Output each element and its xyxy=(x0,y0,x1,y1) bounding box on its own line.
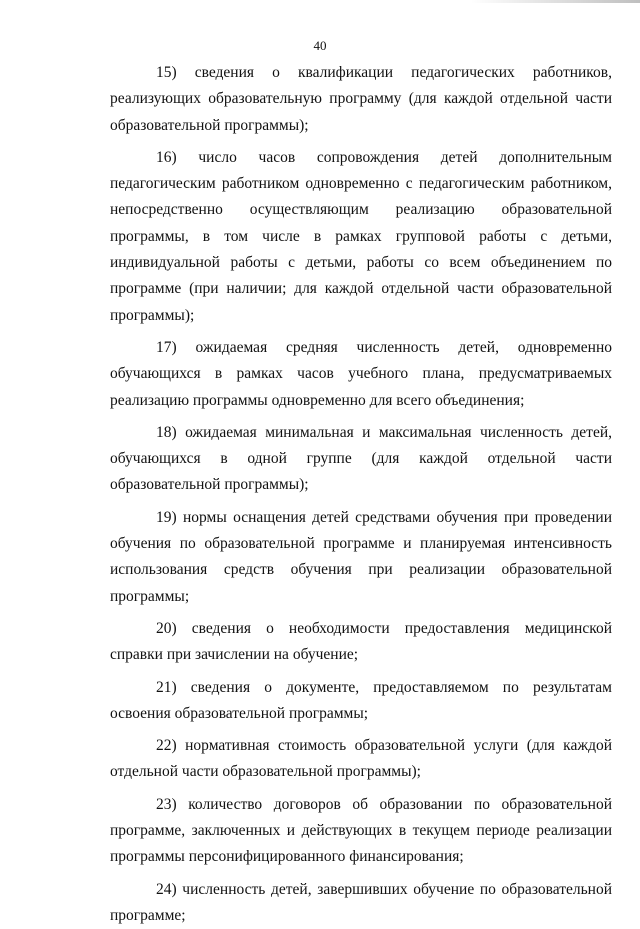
list-item: 21) сведения о документе, предоставляемом по результатам освоения образовательной программы; xyxy=(110,678,612,722)
list-item: 16) число часов сопровождения детей дополнительным педагогическим работником одновременно с педагогическим работником, непосредственно осуществляющим реализацию образовательной программы, в том числе в рамках групповой работы с детьми, индивидуальной работы с детьми, работы со всем объединением по программе (при наличии; для каждой отдельной части образовательной программы); xyxy=(110,148,612,324)
list-item: 22) нормативная стоимость образовательной услуги (для каждой отдельной части образовательной программы); xyxy=(110,737,612,781)
list-item: 23) количество договоров об образовании по образовательной программе, заключенных и действующих в текущем периоде реализации программы персонифицированного финансирования; xyxy=(110,795,612,866)
list-item: 17) ожидаемая средняя численность детей, одновременно обучающихся в рамках часов учебного плана, предусматриваемых реализацию программы одновременно для всего объединения; xyxy=(110,338,612,409)
page-number: 40 xyxy=(313,38,327,53)
document-body xyxy=(110,60,612,929)
list-item: 24) численность детей, завершивших обучение по образовательной программе; xyxy=(110,880,612,924)
scan-edge-shadow xyxy=(470,0,640,3)
list-item: 20) сведения о необходимости предоставления медицинской справки при зачислении на обучение; xyxy=(110,619,612,664)
list-item: 19) нормы оснащения детей средствами обучения при проведении обучения по образовательной программе и планируемая интенсивность использования средств обучения при реализации образовательной программы; xyxy=(110,508,612,605)
list-item: 15) сведения о квалификации педагогических работников, реализующих образовательную программу (для каждой отдельной части образовательной программы); xyxy=(110,64,612,134)
list-item: 18) ожидаемая минимальная и максимальная численность детей, обучающихся в одной группе (для каждой отдельной части образовательной программы); xyxy=(110,423,612,494)
